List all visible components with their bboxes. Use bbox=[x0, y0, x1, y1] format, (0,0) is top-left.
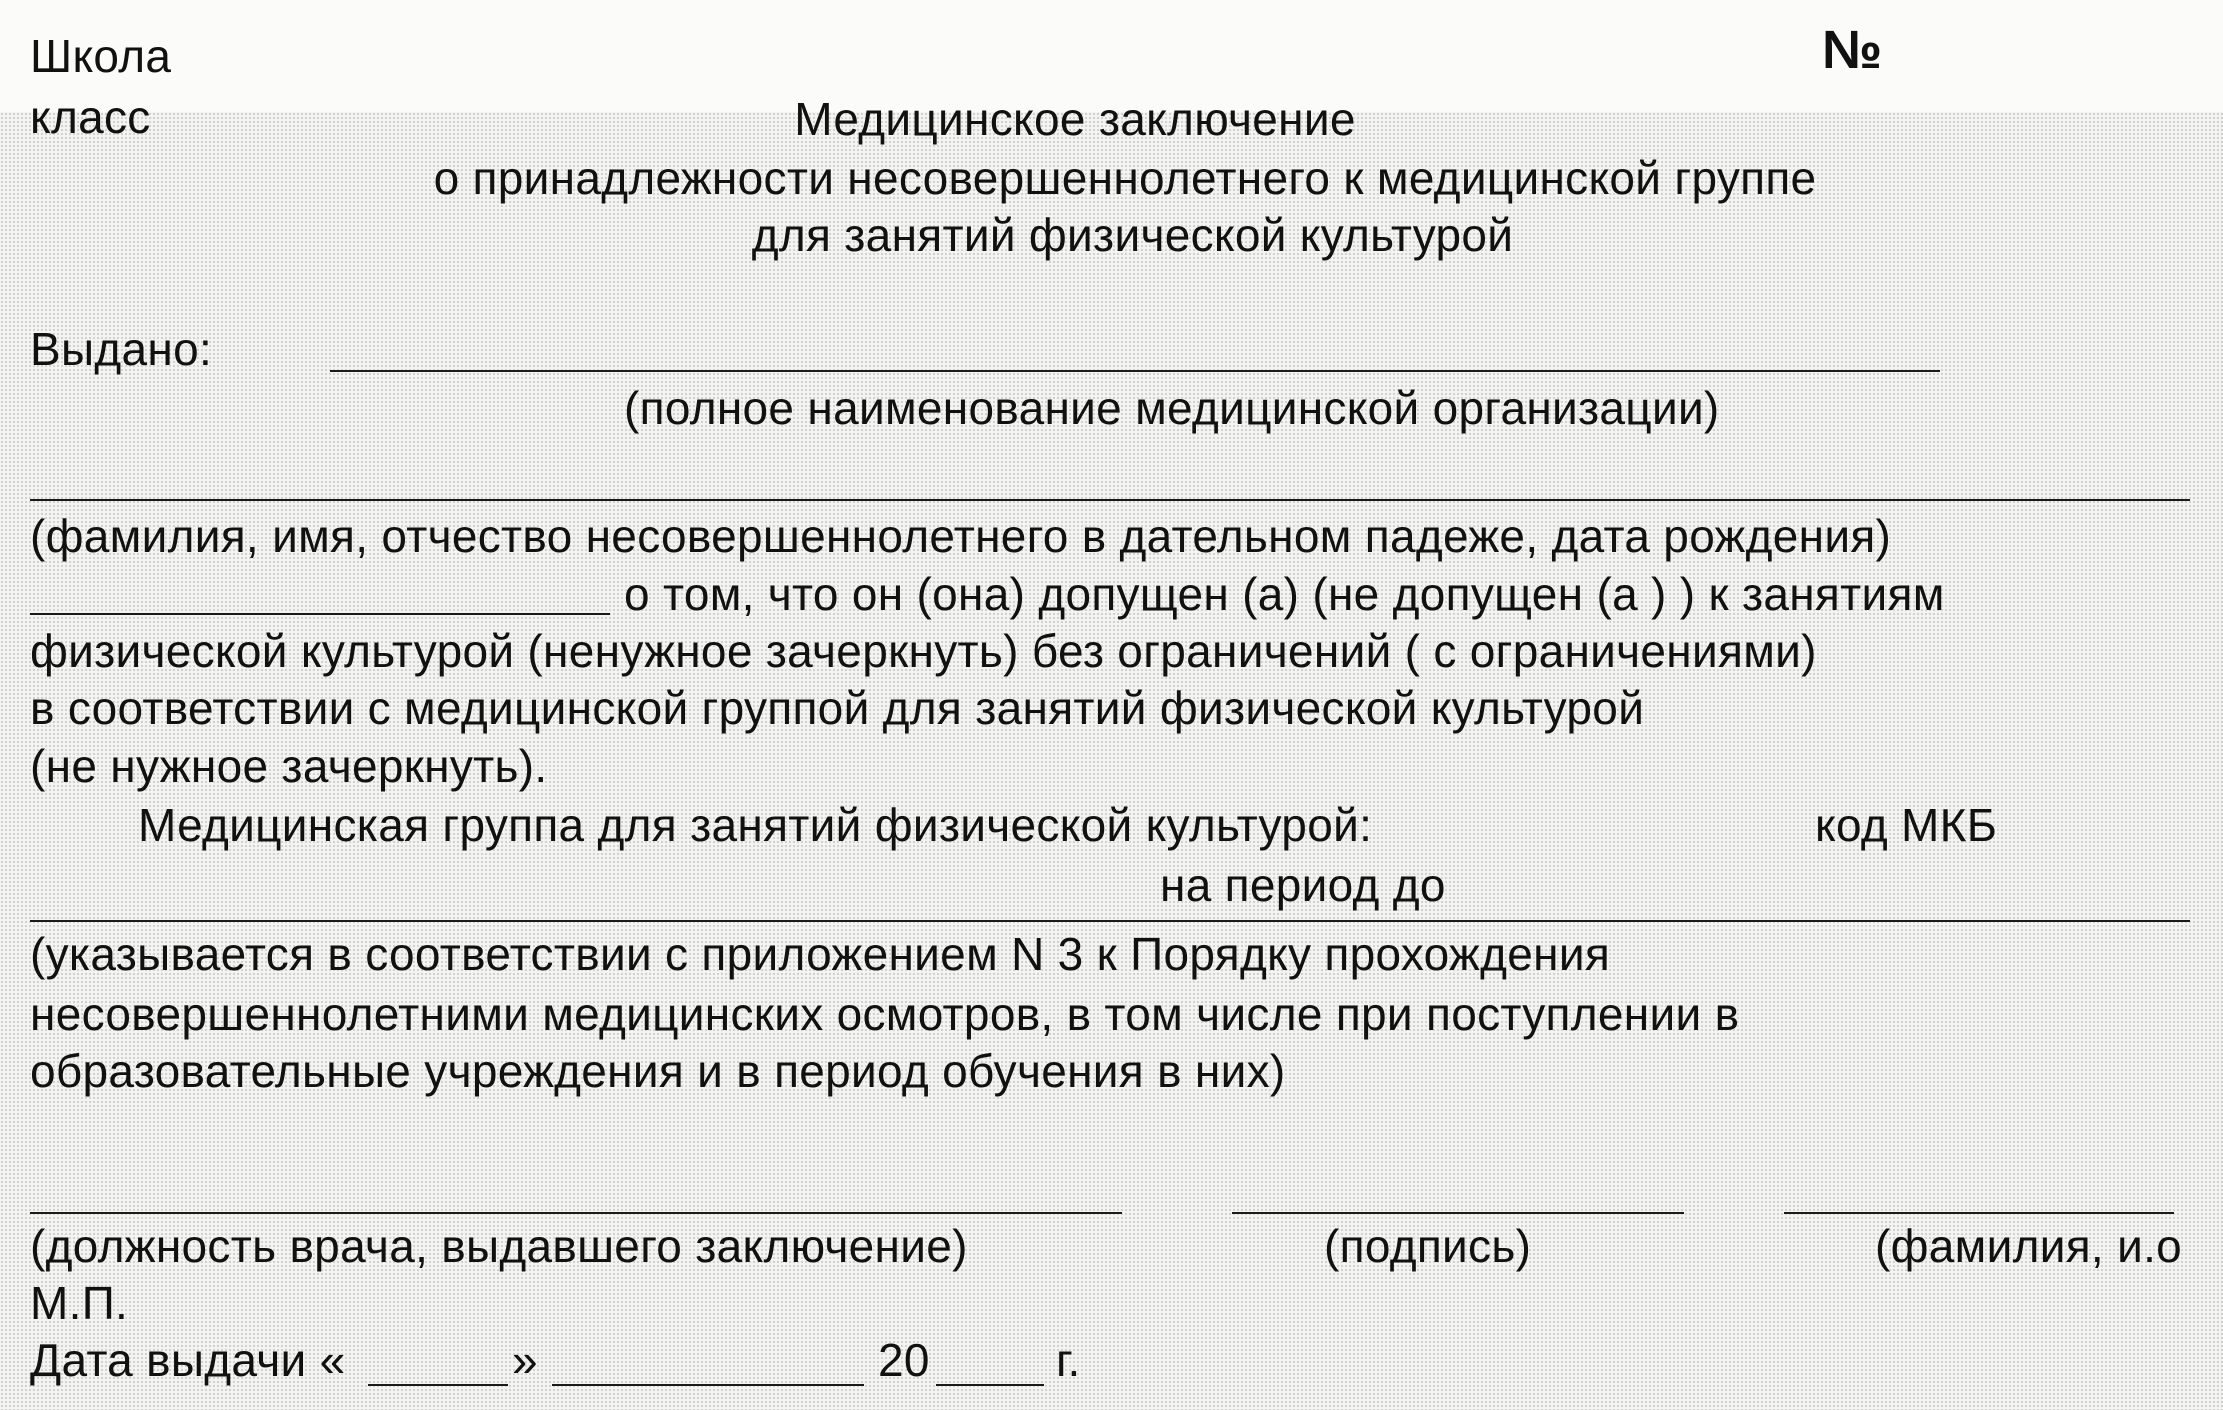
accordance-text: в соответствии с медицинской группой для занятий физической культурой bbox=[30, 682, 1645, 734]
patient-short-fill-line bbox=[30, 613, 610, 615]
signature-fill-line bbox=[1232, 1212, 1684, 1214]
restrictions-text: физической культурой (ненужное зачеркнуть) без ограничений ( с ограничениями) bbox=[30, 625, 1817, 677]
period-label: на период до bbox=[1160, 859, 1446, 911]
stamp-label: М.П. bbox=[30, 1277, 129, 1329]
doctor-position-fill-line bbox=[30, 1212, 1122, 1214]
signature-caption: (подпись) bbox=[1324, 1220, 1532, 1272]
patient-fill-line bbox=[30, 499, 2190, 501]
group-note-line2: несовершеннолетними медицинских осмотров, в том числе при поступлении в bbox=[30, 988, 1740, 1040]
medical-group-label: Медицинская группа для занятий физической культурой: bbox=[138, 799, 1373, 851]
year-prefix: 20 bbox=[878, 1334, 930, 1386]
class-label: класс bbox=[30, 91, 151, 143]
name-fill-line bbox=[1784, 1212, 2174, 1214]
day-fill-line bbox=[368, 1384, 508, 1386]
group-fill-line bbox=[30, 920, 2190, 922]
document-subtitle-line2: для занятий физической культурой bbox=[751, 209, 1514, 261]
group-note-line1: (указывается в соответствии с приложением N 3 к Порядку прохождения bbox=[30, 928, 1611, 980]
name-caption: (фамилия, и.о bbox=[1875, 1220, 2183, 1272]
group-note-line3: образовательные учреждения и в период обучения в них) bbox=[30, 1045, 1286, 1097]
document-title: Медицинское заключение bbox=[794, 93, 1356, 145]
organization-fill-line bbox=[330, 370, 1940, 372]
issued-label: Выдано: bbox=[30, 323, 213, 375]
school-label: Школа bbox=[30, 30, 172, 82]
issue-date-label: Дата выдачи « bbox=[30, 1334, 346, 1386]
number-sign: № bbox=[1822, 20, 1883, 80]
document-subtitle: о принадлежности несовершеннолетнего к медицинской группе bbox=[433, 152, 1817, 204]
year-suffix: г. bbox=[1056, 1334, 1081, 1386]
quote-close: » bbox=[512, 1334, 538, 1386]
strike-note-text: (не нужное зачеркнуть). bbox=[30, 740, 548, 792]
year-fill-line bbox=[936, 1384, 1044, 1386]
admission-text: о том, что он (она) допущен (а) (не допущен (а ) ) к занятиям bbox=[624, 568, 1945, 620]
icd-code-label: код МКБ bbox=[1815, 799, 1998, 851]
doctor-position-caption: (должность врача, выдавшего заключение) bbox=[30, 1220, 968, 1272]
organization-caption: (полное наименование медицинской организации) bbox=[624, 382, 1720, 434]
month-fill-line bbox=[552, 1384, 864, 1386]
patient-caption: (фамилия, имя, отчество несовершеннолетнего в дательном падеже, дата рождения) bbox=[30, 510, 1892, 562]
